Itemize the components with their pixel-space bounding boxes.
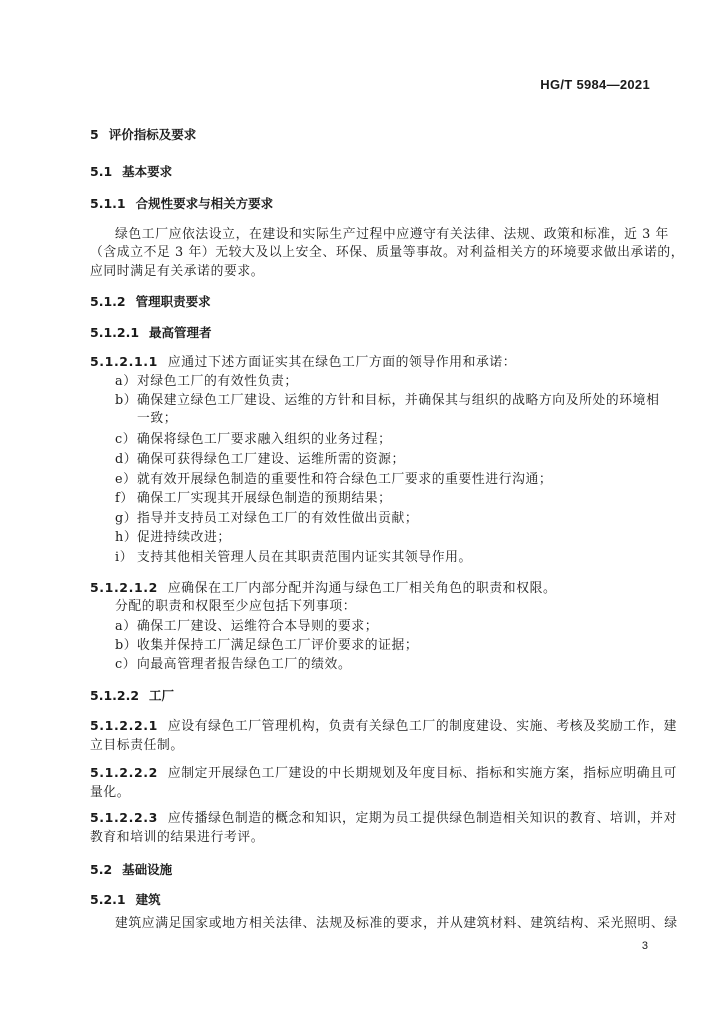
- list-text: 确保建立绿色工厂建设、运维的方针和目标，并确保其与组织的战略方向及所处的环境相: [137, 393, 660, 408]
- section-title: 基本要求: [122, 164, 173, 179]
- list-marker: h）: [115, 530, 138, 545]
- section-title: 管理职责要求: [135, 294, 211, 309]
- list-text: 指导并支持员工对绿色工厂的有效性做出贡献；: [137, 511, 419, 526]
- clause-number: 5.1.2.1.1: [90, 354, 158, 369]
- section-number: 5.1.2.2: [90, 688, 140, 703]
- clause-5-1-2-1-2: [90, 579, 556, 598]
- clause-text: 应制定开展绿色工厂建设的中长期规划及年度目标、指标和实施方案，指标应明确且可: [167, 766, 677, 781]
- clause-text: 应设有绿色工厂管理机构，负责有关绿色工厂的制度建设、实施、考核及奖励工作，建: [167, 719, 677, 734]
- list-text: 向最高管理者报告绿色工厂的绩效。: [137, 657, 352, 672]
- section-number: 5.2: [90, 862, 113, 877]
- list-item: [115, 431, 392, 449]
- list-text: 确保将绿色工厂要求融入组织的业务过程；: [137, 432, 392, 447]
- section-number: 5.1.1: [90, 196, 126, 211]
- list-item: [115, 490, 392, 508]
- list-marker: b）: [115, 393, 138, 408]
- list-text: 就有效开展绿色制造的重要性和符合绿色工厂要求的重要性进行沟通；: [137, 472, 553, 487]
- section-title: 基础设施: [122, 862, 173, 877]
- list-item: [115, 529, 231, 547]
- list-marker: b）: [115, 638, 138, 653]
- clause-number: 5.1.2.2.3: [90, 810, 158, 825]
- section-heading-5-1: [90, 163, 172, 181]
- section-heading-5-1-1: [90, 195, 273, 213]
- list-text: 收集并保持工厂满足绿色工厂评价要求的证据；: [137, 638, 419, 653]
- list-item: [115, 637, 418, 655]
- list-text: 确保工厂实现其开展绿色制造的预期结果；: [137, 491, 392, 506]
- list-marker: f）: [115, 491, 134, 506]
- section-number: 5.2.1: [90, 892, 126, 907]
- list-marker: a）: [115, 374, 137, 389]
- list-marker: c）: [115, 432, 137, 447]
- list-item: [115, 618, 378, 636]
- paragraph-line: 绿色工厂应依法设立，在建设和实际生产过程中应遵守有关法律、法规、政策和标准，近 3 年: [115, 227, 669, 242]
- list-item-continuation: 一致；: [137, 411, 178, 426]
- paragraph-line: 建筑应满足国家或地方相关法律、法规及标准的要求，并从建筑材料、建筑结构、采光照明、绿: [115, 916, 678, 931]
- list-item: [115, 549, 472, 567]
- list-marker: a）: [115, 619, 137, 634]
- page-number: 3: [641, 940, 648, 952]
- clause-text: 应确保在工厂内部分配并沟通与绿色工厂相关角色的职责和权限。: [167, 581, 557, 596]
- section-heading-5-1-2-1: [90, 324, 212, 342]
- section-title: 工厂: [149, 688, 175, 703]
- list-item: [115, 471, 552, 489]
- section-heading-5-1-2-2: [90, 687, 174, 705]
- section-heading-5-2-1: [90, 891, 161, 909]
- list-text: 促进持续改进；: [137, 530, 231, 545]
- section-number: 5: [90, 127, 99, 142]
- clause-5-1-2-1-1: [90, 353, 516, 372]
- list-text: 确保可获得绿色工厂建设、运维所需的资源；: [137, 452, 405, 467]
- section-title: 建筑: [135, 892, 161, 907]
- clause-number: 5.1.2.1.2: [90, 580, 158, 595]
- list-marker: i）: [115, 550, 134, 565]
- paragraph-line: （含成立不足 3 年）无较大及以上安全、环保、质量等事故。对利益相关方的环境要求做出承诺的，: [90, 245, 685, 260]
- clause-number: 5.1.2.2.2: [90, 765, 158, 780]
- list-marker: e）: [115, 472, 137, 487]
- paragraph-line: 立目标责任制。: [90, 738, 184, 753]
- document-code: HG/T 5984—2021: [540, 77, 650, 92]
- paragraph-line: 教育和培训的结果进行考评。: [90, 830, 265, 845]
- list-marker: g）: [115, 511, 138, 526]
- section-number: 5.1: [90, 164, 113, 179]
- clause-5-1-2-2-2: [90, 764, 677, 783]
- section-heading-5-2: [90, 861, 172, 879]
- paragraph-line: 分配的职责和权限至少应包括下列事项：: [115, 599, 357, 614]
- section-title: 评价指标及要求: [108, 127, 197, 142]
- clause-5-1-2-2-1: [90, 717, 677, 736]
- section-heading-5: [90, 126, 196, 144]
- list-item: [115, 373, 298, 391]
- clause-5-1-2-2-3: [90, 809, 677, 828]
- paragraph-line: 量化。: [90, 785, 131, 800]
- list-text: 支持其他相关管理人员在其职责范围内证实其领导作用。: [137, 550, 472, 565]
- list-text: 确保工厂建设、运维符合本导则的要求；: [137, 619, 379, 634]
- list-item: [115, 392, 659, 410]
- list-item: [115, 510, 418, 528]
- section-title: 合规性要求与相关方要求: [135, 196, 274, 211]
- section-title: 最高管理者: [149, 325, 212, 340]
- list-marker: c）: [115, 657, 137, 672]
- clause-text: 应传播绿色制造的概念和知识，定期为员工提供绿色制造相关知识的教育、培训，并对: [167, 811, 677, 826]
- section-heading-5-1-2: [90, 293, 211, 311]
- list-item: [115, 656, 351, 674]
- section-number: 5.1.2.1: [90, 325, 140, 340]
- paragraph-line: 应同时满足有关承诺的要求。: [90, 264, 265, 279]
- clause-text: 应通过下述方面证实其在绿色工厂方面的领导作用和承诺：: [167, 355, 517, 370]
- clause-number: 5.1.2.2.1: [90, 718, 158, 733]
- list-text: 对绿色工厂的有效性负责；: [137, 374, 298, 389]
- list-item: [115, 451, 405, 469]
- section-number: 5.1.2: [90, 294, 126, 309]
- list-marker: d）: [115, 452, 138, 467]
